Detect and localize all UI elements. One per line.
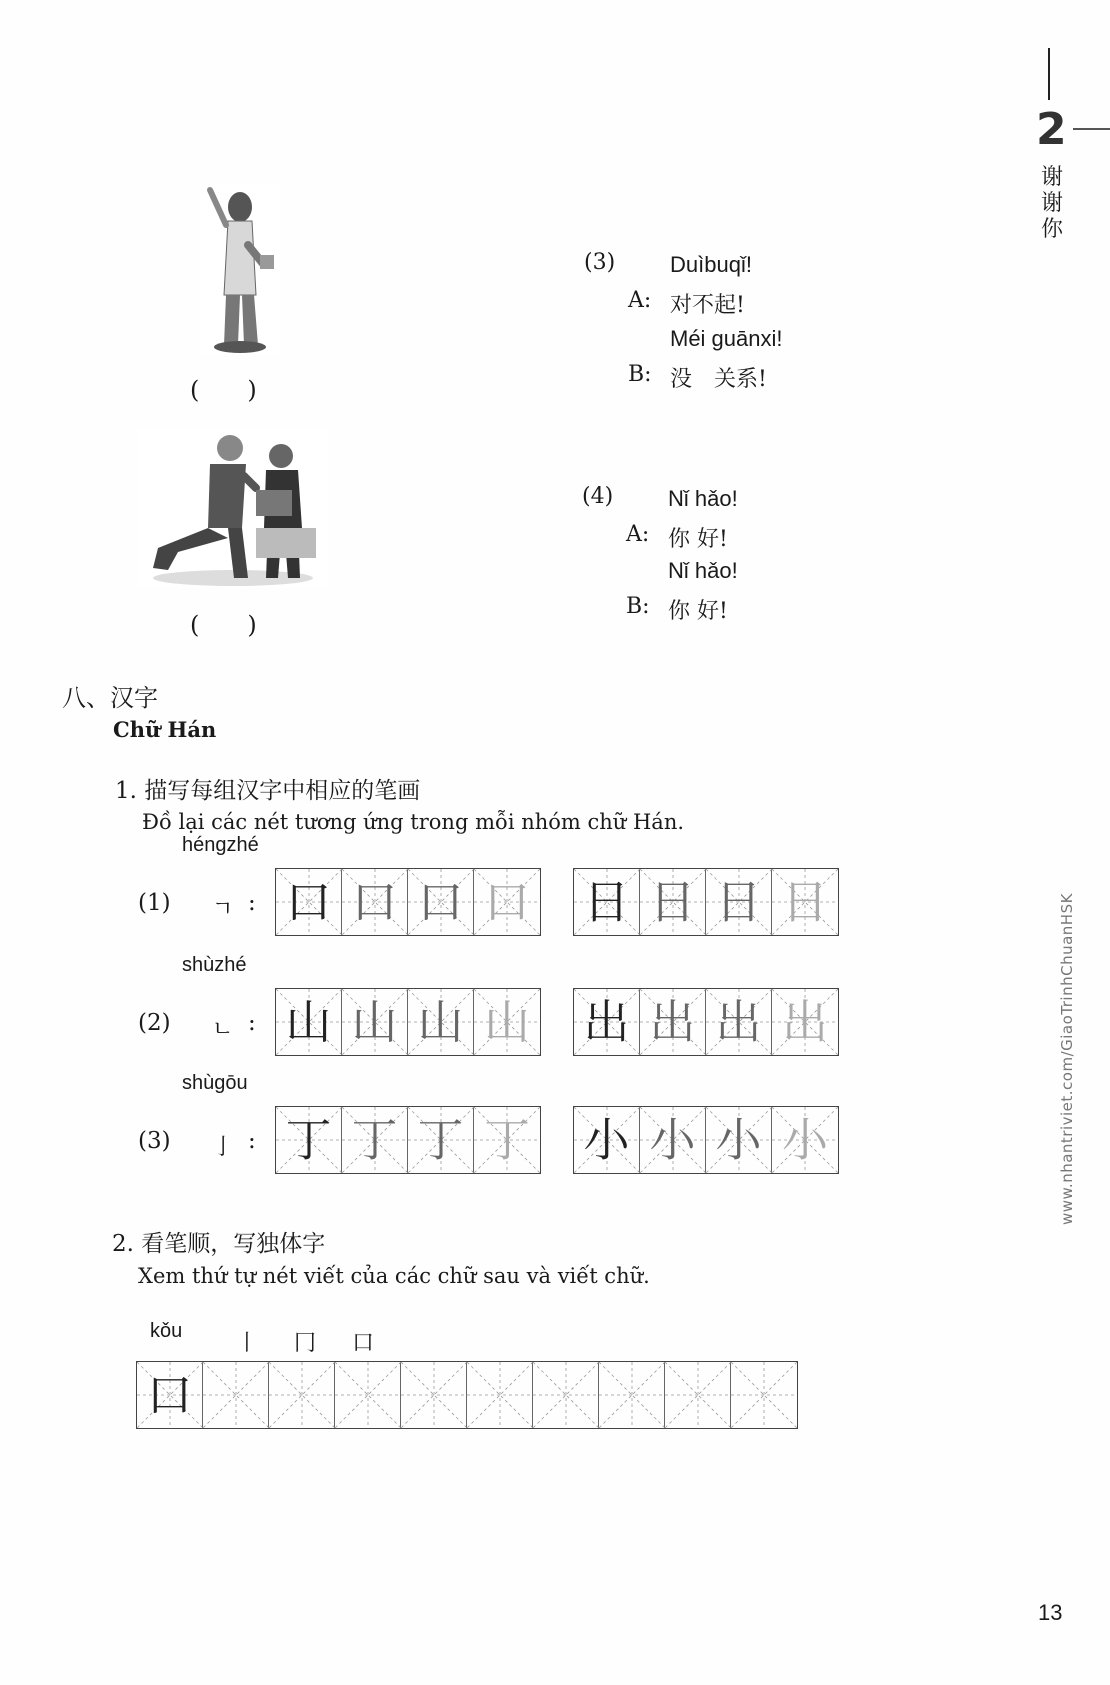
stroke-pinyin: shùzhé [182,954,247,976]
dialogue-4-b-pinyin: Nǐ hǎo! [668,558,738,583]
cell-guide-lines [533,1362,599,1428]
dialogue-4-a-label: A: [626,522,650,547]
writing-cell[interactable] [335,1362,401,1428]
trace-cell[interactable] [408,1107,474,1173]
task2-title-vn: Xem thứ tự nét viết của các chữ sau và viết chữ. [138,1264,650,1288]
photo-man-kneeling [138,428,328,588]
stroke-order-3: 口 [352,1331,375,1356]
trace-cell[interactable] [640,989,706,1055]
cell-guide-lines [269,1362,335,1428]
trace-cell[interactable] [276,1107,342,1173]
practice-character: 山 [417,995,464,1049]
practice-character: 山 [351,995,398,1049]
cell-guide-lines [665,1362,731,1428]
practice-character: 口 [417,875,464,929]
task2-pinyin: kǒu [150,1320,183,1342]
dialogue-3-number: (3) [584,250,616,275]
writing-cell[interactable] [467,1362,533,1428]
trace-cell[interactable] [772,869,838,935]
cell-guide-lines [401,1362,467,1428]
practice-character: 山 [484,995,530,1049]
dialogue-4-a-pinyin: Nǐ hǎo! [668,486,738,511]
writing-cell[interactable] [665,1362,731,1428]
page-number: 13 [1038,1600,1063,1625]
practice-character: 小 [782,1113,828,1167]
trace-cell[interactable] [474,869,540,935]
stroke-order-1: 丨 [236,1331,259,1356]
trace-cell[interactable] [640,869,706,935]
trace-grid-right [573,988,839,1056]
trace-cell[interactable] [342,869,408,935]
section-title-cn: 八、汉字 [62,684,158,712]
trace-grid-right [573,1106,839,1174]
writing-cell[interactable] [203,1362,269,1428]
task2-title-cn: 2. 看笔顺，写独体字 [112,1231,326,1257]
writing-cell[interactable] [533,1362,599,1428]
stroke-order-2: 冂 [294,1331,317,1356]
photo-woman-waving [200,185,280,355]
trace-cell[interactable] [706,1107,772,1173]
dialogue-4-b-text: 你 好! [668,599,728,624]
answer-blank-1[interactable]: ( ) [190,376,257,404]
model-character-cell [137,1362,203,1428]
trace-cell[interactable] [276,869,342,935]
stroke-pinyin: shùgōu [182,1072,248,1094]
writing-practice-grid [136,1361,798,1429]
trace-cell[interactable] [342,989,408,1055]
lesson-title: 谢谢你 [1040,165,1063,242]
stroke-pinyin: héngzhé [182,834,259,856]
practice-character: 丁 [351,1113,398,1167]
dialogue-3-b-text: 没 关系! [670,367,767,392]
trace-cell[interactable] [574,989,640,1055]
practice-character: 丁 [417,1113,464,1167]
practice-character: 口 [285,875,332,929]
dialogue-3-a-text: 对不起! [670,293,745,318]
practice-character: 小 [649,1113,696,1167]
dialogue-4-number: (4) [582,484,614,509]
side-url: www.nhantriviet.com/GiaoTrinhChuanHSK [1058,893,1076,1225]
dialogue-3-a-pinyin: Duìbuqǐ! [670,252,752,277]
row-number: (3) [138,1128,171,1154]
practice-character: 出 [782,995,828,1049]
writing-cell[interactable] [731,1362,797,1428]
trace-grid-right [573,868,839,936]
trace-cell[interactable] [772,989,838,1055]
cell-guide-lines [335,1362,401,1428]
dialogue-4-a-text: 你 好! [668,527,728,552]
trace-cell[interactable] [574,869,640,935]
dialogue-3-a-label: A: [628,288,652,313]
trace-cell[interactable] [772,1107,838,1173]
row-colon: : [248,1128,256,1154]
side-tab-dash [1073,128,1110,130]
practice-character: 口 [351,875,398,929]
practice-character: 出 [715,995,762,1049]
dialogue-3-b-label: B: [628,362,652,387]
dialogue-4-b-label: B: [626,594,650,619]
writing-cell[interactable] [269,1362,335,1428]
practice-character: 出 [583,995,630,1049]
writing-cell[interactable] [401,1362,467,1428]
trace-cell[interactable] [574,1107,640,1173]
stroke-symbol: 亅 [212,1135,235,1160]
practice-character: 日 [782,875,828,929]
cell-guide-lines [731,1362,797,1428]
practice-character: 小 [715,1113,762,1167]
trace-cell[interactable] [706,869,772,935]
trace-cell[interactable] [276,989,342,1055]
task1-title-vn: Đồ lại các nét tương ứng trong mỗi nhóm chữ Hán. [142,810,685,834]
writing-cell[interactable] [599,1362,665,1428]
trace-cell[interactable] [408,989,474,1055]
answer-blank-2[interactable]: ( ) [190,611,257,639]
cell-guide-lines [599,1362,665,1428]
side-tab-line [1048,48,1050,100]
trace-grid-left [275,868,541,936]
row-number: (2) [138,1010,171,1036]
practice-character: 日 [649,875,696,929]
trace-grid-left [275,1106,541,1174]
practice-character: 日 [715,875,762,929]
practice-character: 丁 [484,1113,530,1167]
row-colon: : [248,1010,256,1036]
practice-character: 口 [146,1368,193,1422]
stroke-symbol: ㄱ [212,897,234,922]
row-number: (1) [138,890,171,916]
trace-cell[interactable] [474,1107,540,1173]
practice-character: 日 [583,875,630,929]
lesson-number: 2 [1036,104,1067,155]
trace-cell[interactable] [640,1107,706,1173]
practice-character: 丁 [285,1113,332,1167]
section-title-vn: Chữ Hán [113,717,217,742]
row-colon: : [248,890,256,916]
trace-cell[interactable] [408,869,474,935]
task1-title-cn: 1. 描写每组汉字中相应的笔画 [115,778,421,804]
practice-character: 小 [583,1113,630,1167]
trace-cell[interactable] [706,989,772,1055]
cell-guide-lines [203,1362,269,1428]
trace-cell[interactable] [474,989,540,1055]
practice-character: 山 [285,995,332,1049]
cell-guide-lines [467,1362,533,1428]
trace-cell[interactable] [342,1107,408,1173]
practice-character: 口 [484,875,530,929]
dialogue-3-b-pinyin: Méi guānxi! [670,326,783,351]
practice-character: 出 [649,995,696,1049]
trace-grid-left [275,988,541,1056]
stroke-symbol: ㄴ [212,1017,234,1042]
